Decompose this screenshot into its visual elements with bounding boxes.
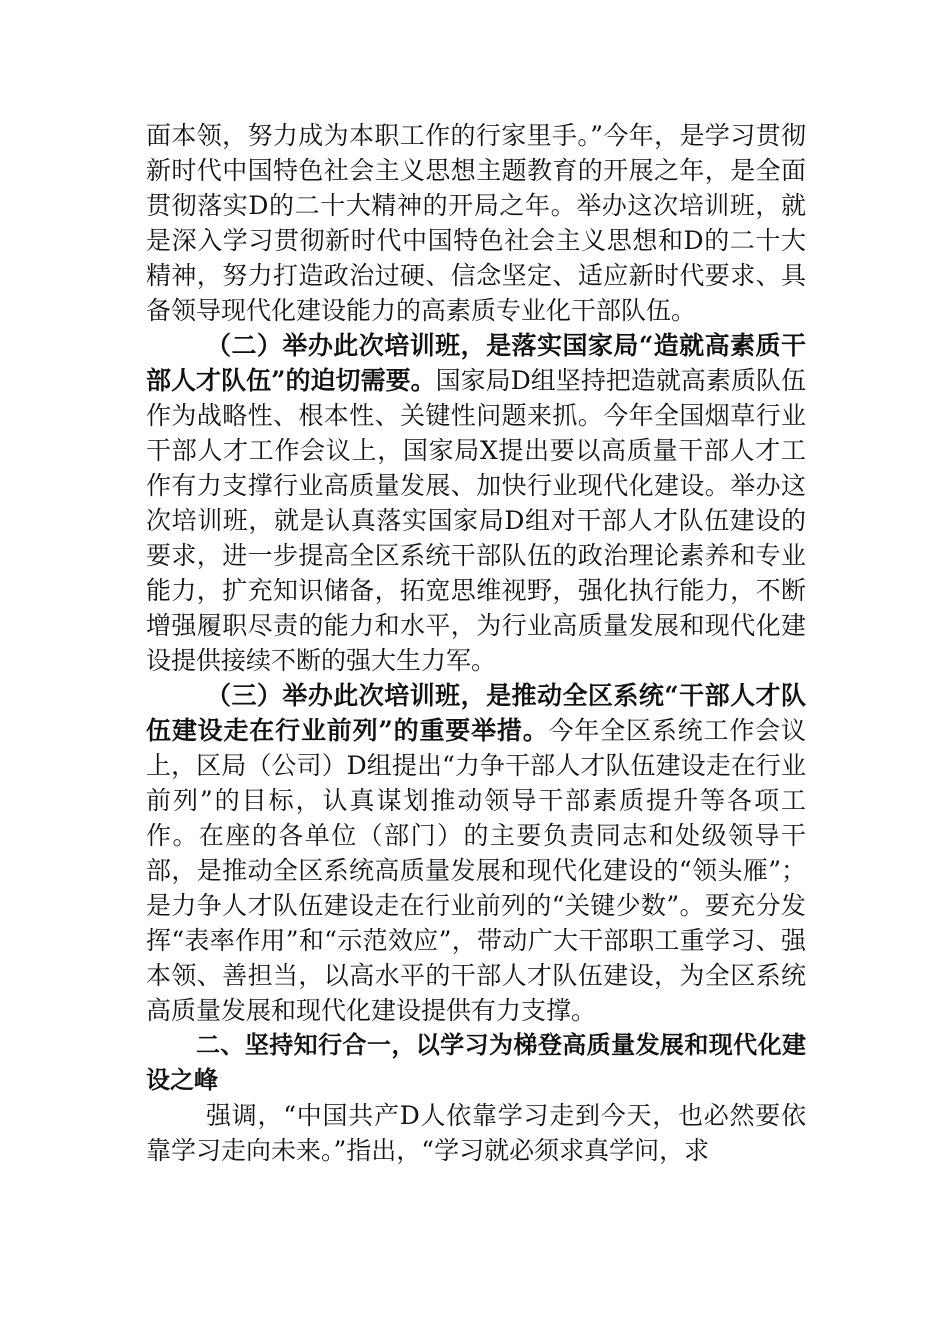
- paragraph-3-lead: （三）举办此次培训班，是推动全区系统“干部人才队伍建设走在行业前列”的重要举措。: [146, 681, 806, 745]
- paragraph-2-lead: （二）举办此次培训班，是落实国家局“造就高素质干部人才队伍”的迫切需要。: [146, 331, 806, 395]
- paragraph-4: 强调，“中国共产D人依靠学习走到今天，也必然要依靠学习走向未来。”指出，“学习就必须求真学问，求: [146, 1101, 806, 1165]
- paragraph-1: 面本领，努力成为本职工作的行家里手。”今年，是学习贯彻新时代中国特色社会主义思想主题教育的开展之年，是全面贯彻落实D的二十大精神的开局之年。举办这次培训班，就是深入学习贯彻新时代中国特色社会主义思想和D的二十大精神，努力打造政治过硬、信念坚定、适应新时代要求、具备领导现代化建设能力的高素质专业化干部队伍。: [146, 121, 806, 325]
- document-page: [146, 118, 806, 1168]
- paragraph-2: [146, 328, 806, 678]
- section-heading-2: 二、坚持知行合一，以学习为梯登高质量发展和现代化建设之峰: [146, 1031, 806, 1094]
- paragraph-3-body: 今年全区系统工作会议上，区局（公司）D组提出“力争干部人才队伍建设走在行业前列”的目标，认真谋划推动领导干部素质提升等各项工作。在座的各单位（部门）的主要负责同志和处级领导干部，是推动全区系统高质量发展和现代化建设的“领头雁”；是力争人才队伍建设走在行业前列的“关键少数”。要充分发挥“表率作用”和“示范效应”，带动广大干部职工重学习、强本领、善担当，以高水平的干部人才队伍建设，为全区系统高质量发展和现代化建设提供有力支撑。: [146, 716, 806, 1025]
- paragraph-3: [146, 678, 806, 1028]
- paragraph-2-body: 国家局D组坚持把造就高素质队伍作为战略性、根本性、关键性问题来抓。今年全国烟草行业干部人才工作会议上，国家局X提出要以高质量干部人才工作有力支撑行业高质量发展、加快行业现代化建设。举办这次培训班，就是认真落实国家局D组对干部人才队伍建设的要求，进一步提高全区系统干部队伍的政治理论素养和专业能力，扩充知识储备，拓宽思维视野，强化执行能力，不断增强履职尽责的能力和水平，为行业高质量发展和现代化建设提供接续不断的强大生力军。: [146, 366, 806, 675]
